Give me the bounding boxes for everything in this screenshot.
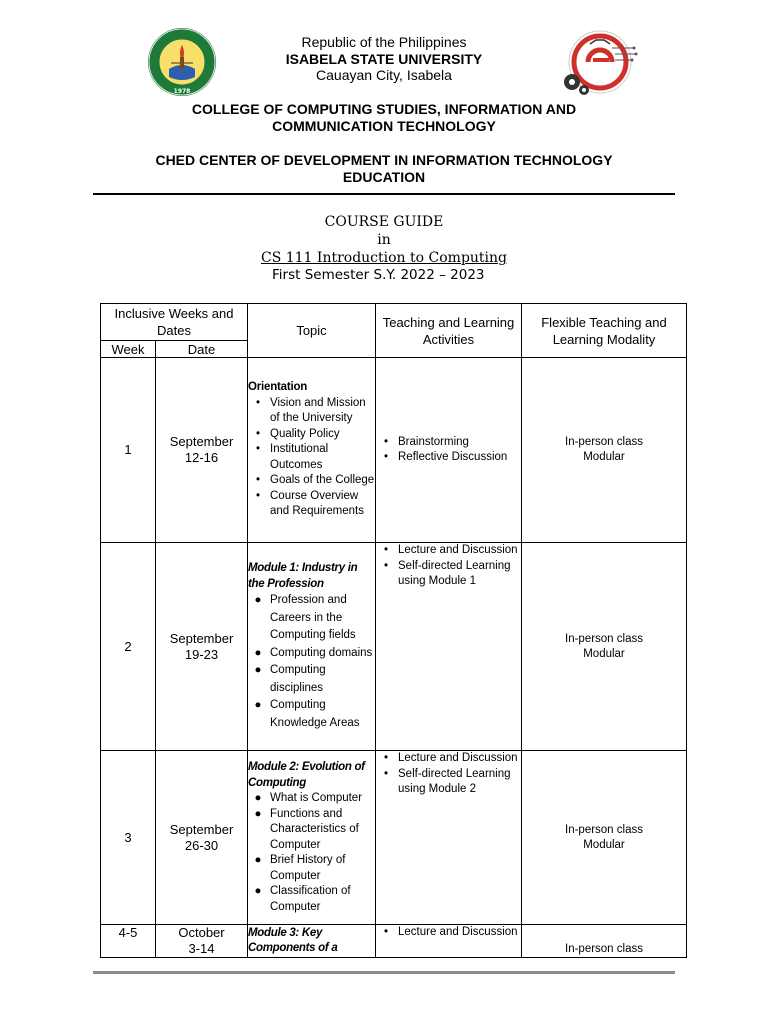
college-name xyxy=(0,101,768,135)
week-cell: 4-5 xyxy=(101,925,156,958)
week-cell: 2 xyxy=(101,543,156,751)
header-weeks-dates: Inclusive Weeks and Dates xyxy=(101,304,248,341)
modality-cell: In-person class Modular xyxy=(522,358,687,543)
topic-list xyxy=(248,592,375,732)
college-name-line2: COMMUNICATION TECHNOLOGY xyxy=(272,118,496,134)
activities-cell xyxy=(376,543,522,751)
date-line1: September xyxy=(169,434,234,449)
header-topic: Topic xyxy=(248,304,376,358)
header-week: Week xyxy=(101,341,156,358)
list-item: • Institutional Outcomes xyxy=(255,443,329,471)
list-item: ● What is Computer xyxy=(254,792,363,804)
list-item: ● Computing Knowledge Areas xyxy=(254,699,360,729)
university-name: ISABELA STATE UNIVERSITY xyxy=(285,51,483,67)
list-item: • Goals of the College xyxy=(255,474,375,487)
topic-cell xyxy=(248,925,376,958)
table-row xyxy=(101,543,687,751)
topic-list xyxy=(248,791,375,915)
date-cell xyxy=(156,751,248,925)
seal-ring-text: ISABELA STATE UNIVERSITY xyxy=(145,22,239,29)
date-cell xyxy=(156,358,248,543)
list-item: • Course Overview and Requirements xyxy=(255,489,364,518)
course-guide-title: COURSE GUIDE xyxy=(324,214,444,230)
list-item: • Self-directed Learning using Module 1 xyxy=(383,559,511,587)
module-title: Module 3: Key Components of a xyxy=(248,926,338,954)
activities-cell xyxy=(376,751,522,925)
list-item: ● Functions and Characteristics of Computer xyxy=(254,807,359,851)
ched-line2: EDUCATION xyxy=(342,169,426,185)
date-line1: September xyxy=(169,821,234,837)
course-name: CS 111 Introduction to Computing xyxy=(260,250,508,266)
list-item: ● Classification of Computer xyxy=(254,885,351,913)
date-line2: 19-23 xyxy=(184,646,219,662)
modality-cell: In-person class Modular xyxy=(522,751,687,925)
list-item: • Lecture and Discussion xyxy=(383,752,518,764)
header-activities: Teaching and Learning Activities xyxy=(376,304,522,358)
table-row xyxy=(101,751,687,925)
list-item: ● Profession and Careers in the Computing fields xyxy=(254,594,356,641)
semester-line: First Semester S.Y. 2022 – 2023 xyxy=(272,267,485,283)
header-modality: Flexible Teaching and Learning Modality xyxy=(522,304,687,358)
date-cell xyxy=(156,543,248,751)
date-line1: October xyxy=(178,925,225,940)
activities-cell xyxy=(376,925,522,958)
topic-cell xyxy=(248,751,376,925)
seal-year: 1978 xyxy=(173,88,191,95)
list-item: • Self-directed Learning using Module 2 xyxy=(383,767,511,795)
date-cell xyxy=(156,925,248,958)
topic-title: Orientation xyxy=(248,381,308,394)
topic-cell xyxy=(248,543,376,751)
footer-divider xyxy=(93,971,675,974)
table-row xyxy=(101,925,687,958)
module-title: Module 2: Evolution of Computing xyxy=(248,761,365,789)
list-item: • Reflective Discussion xyxy=(383,451,508,463)
week-cell: 3 xyxy=(101,751,156,925)
activities-cell xyxy=(376,358,522,543)
list-item: ● Computing domains xyxy=(254,646,373,659)
list-item: • Lecture and Discussion xyxy=(383,926,518,938)
republic-line: Republic of the Philippines xyxy=(301,34,467,50)
topic-list xyxy=(248,396,375,520)
course-guide-in: in xyxy=(377,232,391,248)
topic-cell xyxy=(248,358,376,543)
table-row xyxy=(101,358,687,543)
ched-center-title xyxy=(0,152,768,186)
college-name-line1: COLLEGE OF COMPUTING STUDIES, INFORMATION AND xyxy=(191,101,577,117)
course-guide-table xyxy=(100,303,687,958)
module-title: Module 1: Industry in the Profession xyxy=(248,562,358,590)
university-city: Cauayan City, Isabela xyxy=(316,67,452,83)
list-item: • Vision and Mission of the University xyxy=(255,396,366,425)
modality-cell: In-person class Modular xyxy=(522,543,687,751)
list-item: • Brainstorming xyxy=(383,435,469,448)
list-item: • Lecture and Discussion xyxy=(383,544,518,556)
list-item: ● Computing disciplines xyxy=(254,664,326,694)
header-date: Date xyxy=(156,341,248,358)
list-item: • Quality Policy xyxy=(255,427,340,440)
date-line1: September xyxy=(169,630,234,646)
header-divider xyxy=(93,193,675,195)
date-line2: 3-14 xyxy=(188,941,215,956)
date-line2: 26-30 xyxy=(184,837,219,853)
list-item: ● Brief History of Computer xyxy=(254,854,346,882)
week-cell: 1 xyxy=(101,358,156,543)
modality-cell: In-person class xyxy=(522,925,687,958)
ched-line1: CHED CENTER OF DEVELOPMENT IN INFORMATION TECHNOLOGY xyxy=(155,152,613,168)
date-line2: 12-16 xyxy=(184,450,219,465)
